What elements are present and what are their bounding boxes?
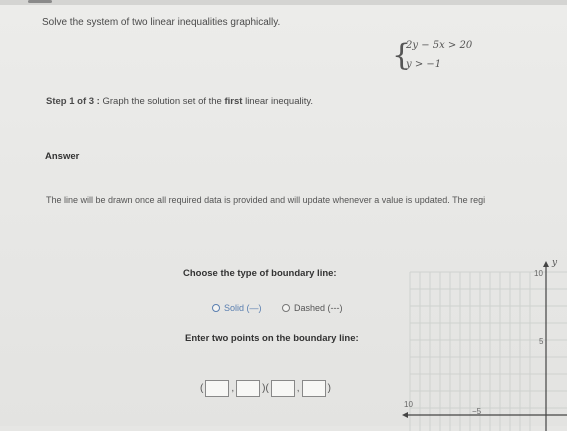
paren-close-open: )(	[262, 382, 269, 394]
point1-x-input[interactable]	[205, 380, 229, 397]
point2-x-input[interactable]	[271, 380, 295, 397]
y-tick-label: 5	[539, 337, 544, 346]
arrow-up-icon	[543, 261, 549, 267]
step-text-after: linear inequality.	[245, 96, 314, 107]
step-prefix: Step 1 of 3 :	[46, 96, 100, 107]
inequality-first: 2y − 5x > 20	[406, 40, 473, 51]
inequality-system	[392, 39, 502, 77]
comma: ,	[296, 382, 300, 394]
solid-option-label: Solid (—)	[224, 303, 262, 313]
inequality-second: y > −1	[406, 59, 442, 70]
radio-icon[interactable]	[212, 304, 220, 312]
dashed-option-label: Dashed (---)	[294, 303, 343, 313]
boundary-points-label: Enter two points on the boundary line:	[185, 333, 359, 344]
menu-dots-icon[interactable]	[28, 0, 52, 3]
comma: ,	[231, 382, 235, 394]
y-tick-label: 10	[534, 269, 543, 278]
solid-line-option[interactable]	[212, 303, 262, 313]
step-instruction	[46, 96, 313, 107]
brace-icon: {	[392, 38, 412, 73]
coordinate-graph[interactable]	[400, 255, 567, 431]
answer-label: Answer	[45, 151, 80, 162]
paren-open: (	[200, 382, 204, 394]
radio-icon[interactable]	[282, 304, 290, 312]
problem-prompt: Solve the system of two linear inequalities graphically.	[42, 17, 281, 28]
point1-y-input[interactable]	[236, 380, 260, 397]
x-tick-label: −5	[472, 407, 482, 416]
dashed-line-option[interactable]	[282, 303, 343, 313]
point2-y-input[interactable]	[302, 380, 326, 397]
graph-grid	[410, 272, 567, 431]
x-tick-label: 10	[404, 400, 413, 409]
step-text-before: Graph the solution set of the	[102, 96, 222, 107]
graph-note: The line will be drawn once all required data is provided and will update whenever a value is updated. The regi	[46, 195, 486, 205]
step-text-bold: first	[224, 96, 243, 107]
y-axis-label: y	[552, 258, 558, 268]
boundary-points-inputs	[200, 377, 331, 399]
boundary-type-label: Choose the type of boundary line:	[183, 268, 337, 279]
question-card	[0, 5, 567, 426]
paren-close: )	[327, 382, 331, 394]
arrow-left-icon	[402, 412, 408, 418]
